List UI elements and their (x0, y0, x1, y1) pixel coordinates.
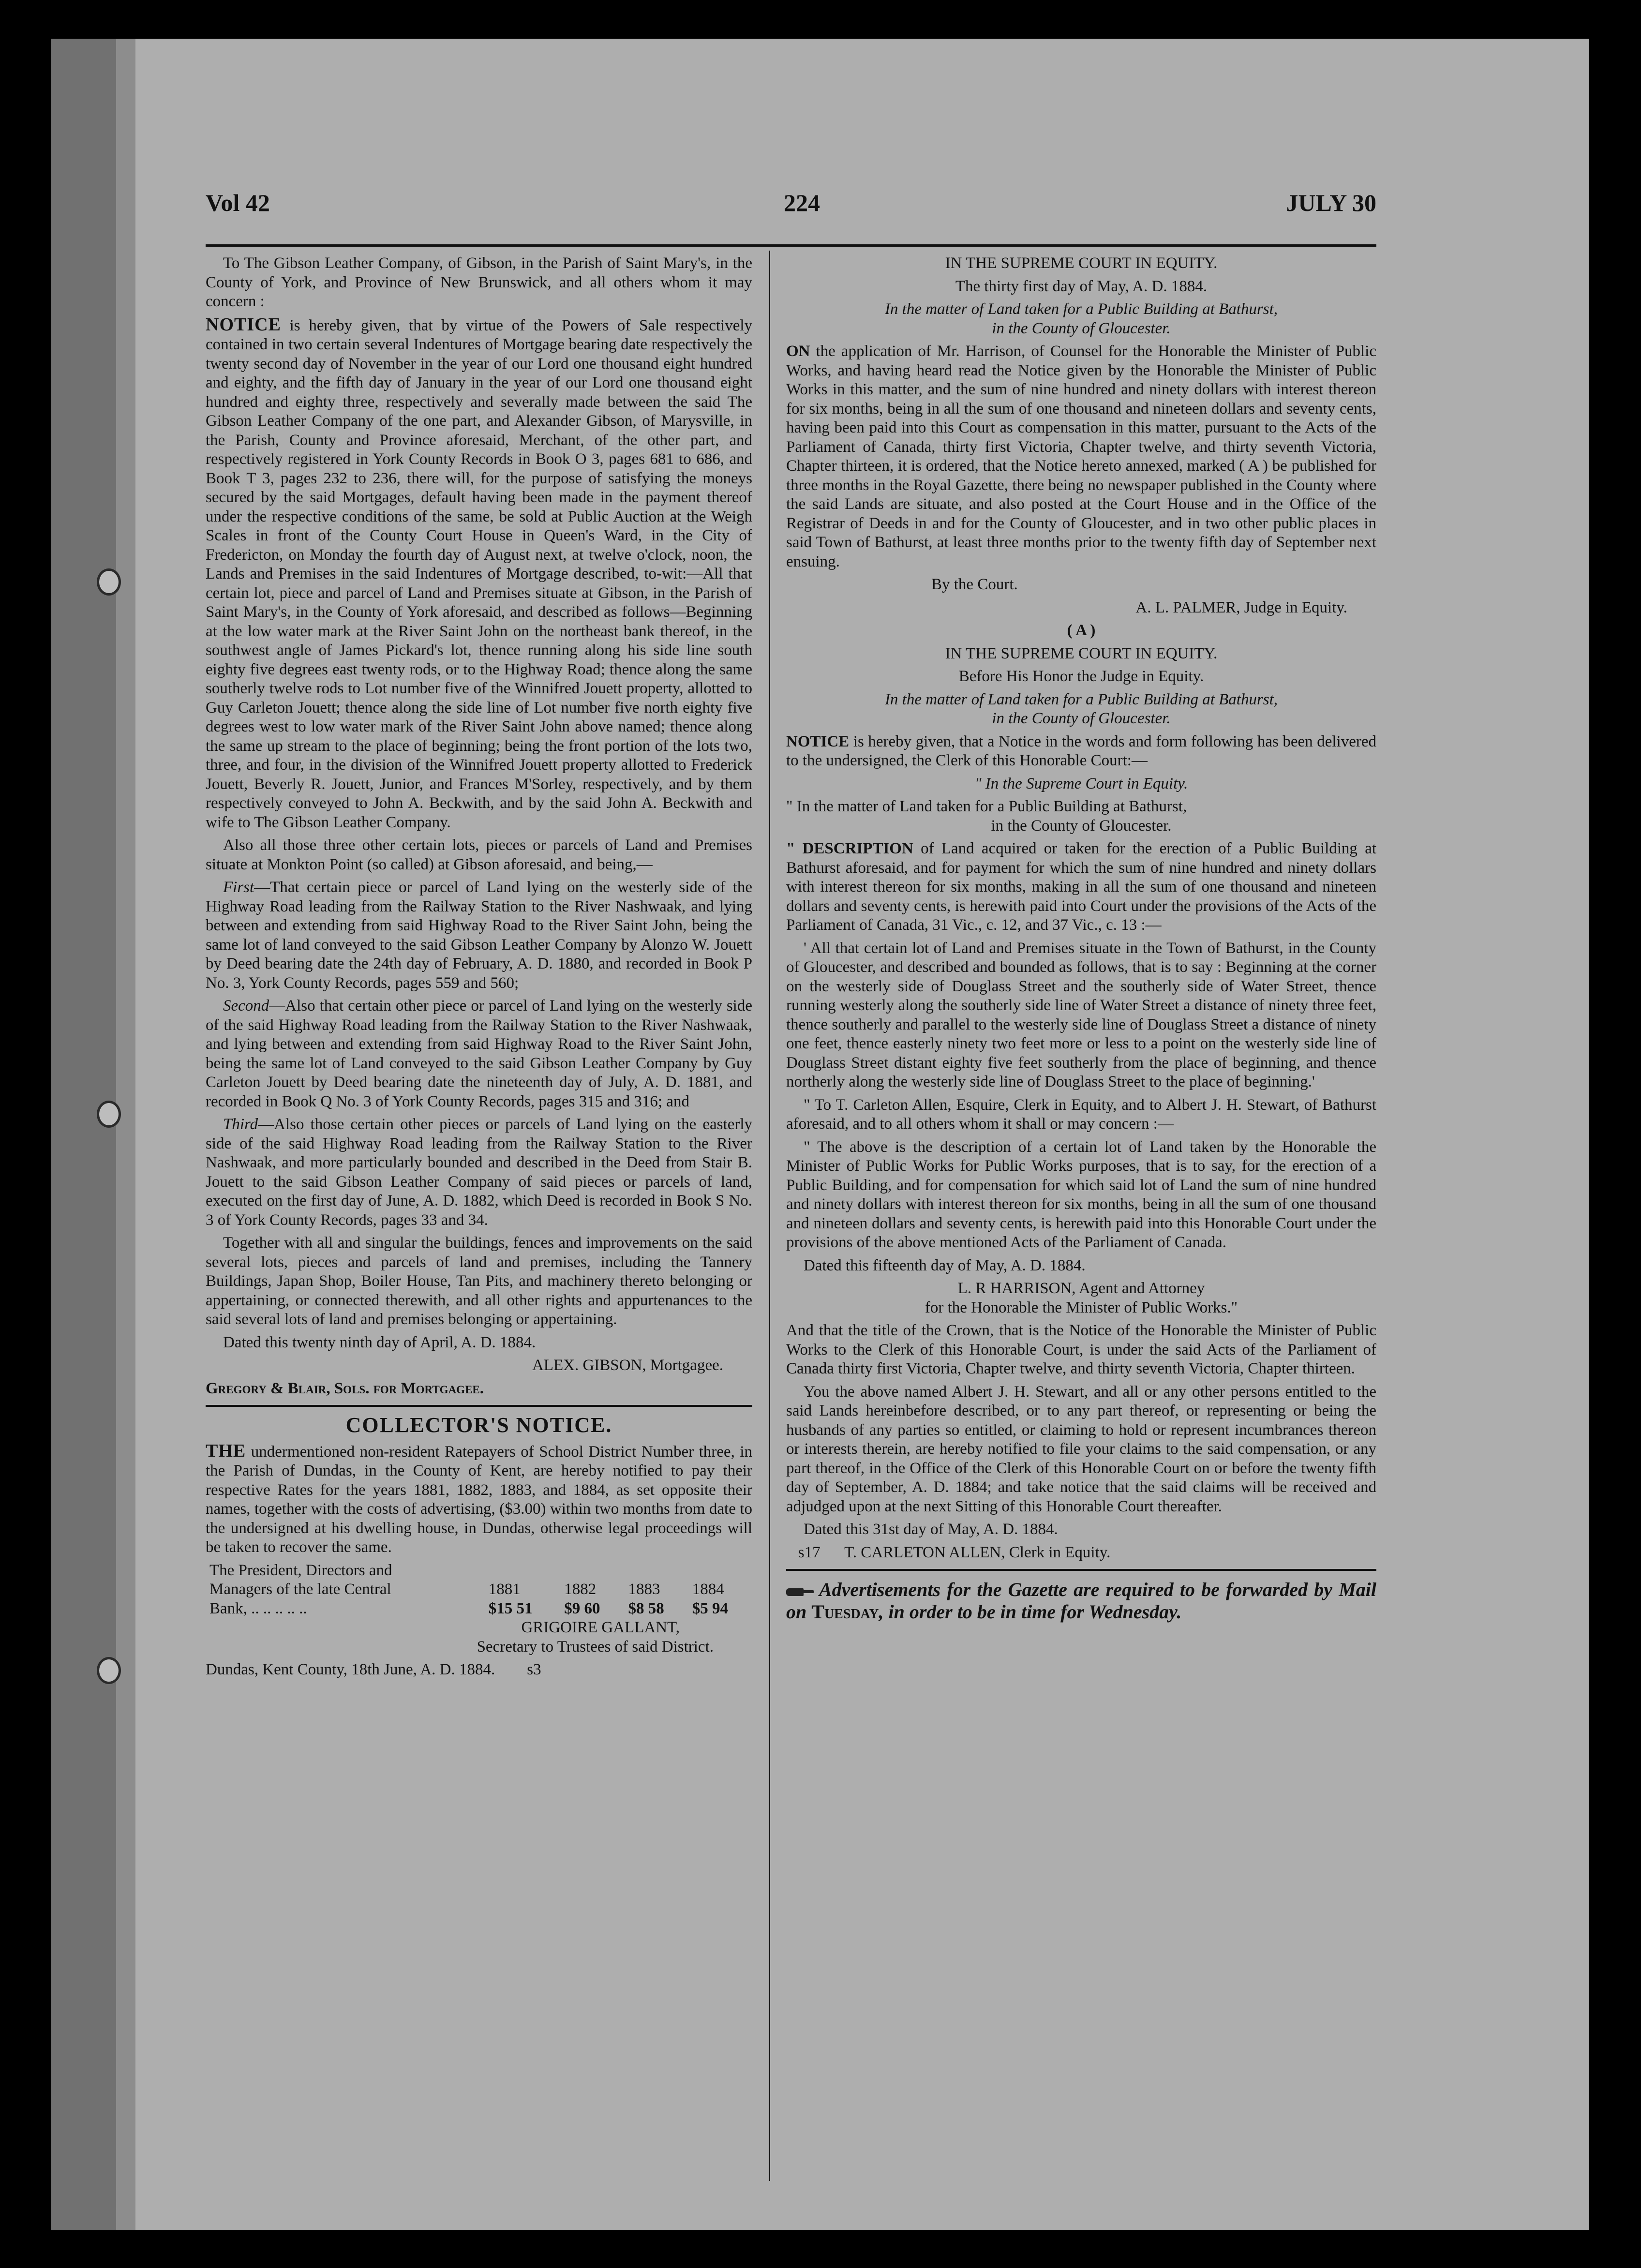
court2-lot: ' All that certain lot of Land and Premises situate in the Town of Bathurst, in the County of Gloucester, and described and bounded as follows, that is to say : Beginning at the corner on the westerly side of Douglass Street and the southerly side of Water Street, thence running westerly along the southerly side line of Water Street a distance of ninety three feet, thence southerly and parallel to the westerly side line of Douglass Street a distance of ninety one feet, thence easterly ninety two feet more or less to a point on the westerly side line of Douglass Street distant eighty five feet southerly from the place of beginning, and thence northerly along the westerly side line of Douglass Street to the place of beginning.' (786, 939, 1376, 1090)
court1-matter-2: in the County of Gloucester. (992, 319, 1171, 337)
court2-lead: NOTICE (786, 732, 850, 750)
collector-footer (206, 1660, 752, 1680)
section-rule (206, 1405, 752, 1407)
court2-title-crown: And that the title of the Crown, that is the Notice of the Honorable the Minister of Public Works to the Clerk of this Honorable Court, is under the said Acts of the Parliament of Canada thirty first Victoria, Chapter twelve, and thirty seventh Victoria, Chapter thirteen. (786, 1322, 1376, 1377)
rates-table (206, 1561, 752, 1619)
court2-footer (786, 1543, 1376, 1563)
gibson-signer: ALEX. GIBSON, Mortgagee. (532, 1357, 723, 1374)
court2-marker: ( A ) (1067, 622, 1096, 639)
year-cell: 1883 (628, 1581, 660, 1598)
notice-lead: NOTICE (206, 314, 281, 335)
year-cell: 1884 (692, 1581, 724, 1598)
text-area (206, 189, 1376, 2182)
court2-dated: Dated this fifteenth day of May, A. D. 1884. (804, 1256, 1086, 1274)
court2-notice (786, 732, 1376, 771)
collector-signer: GRIGOIRE GALLANT, (521, 1619, 680, 1636)
amount-cell: $8 58 (628, 1599, 664, 1617)
second-text: —Also that certain other piece or parcel of Land lying on the westerly side of the said Highway Road leading from the Railway Station to the River Nashwaak, and lying between and extending from said Highway Road to the River Saint John, being the same lot of Land conveyed to the said Gibson Leather Company by Guy Carleton Jouett by Deed bearing date the nineteenth day of July, A. D. 1881, and recorded in Book Q No. 3 of York County Records, pages 315 and 316; and (206, 997, 752, 1110)
collector-title: COLLECTOR'S NOTICE. (345, 1413, 612, 1437)
advert-notice (786, 1579, 1376, 1623)
gibson-body: is hereby given, that by virtue of the Powers of Sale respectively contained in two certain several Indentures of Mortgage bearing date respectively the twenty second day of November in the year of our Lord one thousand eight hundred and eighty, and the fifth day of January in the year of our Lord one thousand eight hundred and eighty three, respectively and severally made between the said The Gibson Leather Company of the one part, and Alexander Gibson, of Marysville, in the Parish, County and Province aforesaid, Merchant, of the other part, and respectively registered in York County Records in Book O 3, pages 681 to 686, and Book T 3, pages 232 to 236, there will, for the purpose of satisfying the moneys secured by the said Mortgages, default having been made in the payment thereof under the respective conditions of the same, be sold at Public Auction at the Weigh Scales in front of the County Court House in Queen's Ward, in the City of Fredericton, on Monday the fourth day of August next, at twelve o'clock, noon, the Lands and Premises in the said Indentures of Mortgage described, to-wit:—All that certain lot, piece and parcel of Land and Premises situate at Gibson, in the Parish of Saint Mary's, in the County of York aforesaid, and described as follows—Beginning at the low water mark at the River Saint John on the northeast bank thereof, in the southwest angle of James Pickard's lot, thence running along his side line south eighty five degrees east twenty rods, or to the Highway Road; thence along the same southerly twelve rods to Lot number five of the Winnifred Jouett property, allotted to Guy Carleton Jouett; thence along the side line of Lot number five north eighty five degrees west to low water mark of the River Saint John above named; thence along the same up stream to the place of beginning; being the front portion of the lots two, three, and four, in the division of the Winnifred Jouett property allotted to Frederick Jouett, Beverly R. Jouett, Junior, and Frances M'Sorley, respectively, and by them respectively conveyed to John A. Beckwith, and by the said John A. Beckwith and wife to The Gibson Leather Company. (206, 316, 752, 831)
advert-day: Tuesday (811, 1601, 879, 1623)
column-divider (769, 251, 770, 2181)
court2-quote-matter-2: in the County of Gloucester. (991, 817, 1172, 835)
collector-place-date: Dundas, Kent County, 18th June, A. D. 1884. (206, 1661, 495, 1678)
amount-cell: $15 51 (488, 1599, 533, 1617)
court2-you: You the above named Albert J. H. Stewart, and all or any other persons entitled to the said Lands hereinbefore described, or to any part thereof, or representing or being the husbands of any parties so entitled, or claiming to hold or represent incumbrances thereon or interests therein, are hereby notified to file your claims to the said compensation, or any part thereof, in the Office of the Clerk of this Honorable Court on or before the twenty fifth day of September, A. D. 1884; and take notice that the said claims will be received and adjudged upon at the next Sitting of this Honorable Court thereafter. (786, 1383, 1376, 1515)
advert-text: Advertisements for the Gazette are required to be forwarded by Mail on (786, 1579, 1376, 1623)
page-number: 224 (784, 189, 820, 216)
court2-code: s17 (798, 1543, 820, 1561)
binding-stitch (97, 1657, 121, 1684)
gibson-notice-para (206, 315, 752, 833)
year-cell: 1881 (488, 1581, 521, 1598)
third-text: —Also those certain other pieces or parcels of Land lying on the easterly side of the said Highway Road leading from the Railway Station to the River Nashwaak, and more particularly bounded and described in the Deed from Stair B. Jouett to the said Gibson Leather Company of said pieces or parcels of land, executed on the first day of June, A. D. 1882, which Deed is recorded in Book S No. 3 of York County Records, pages 33 and 34. (206, 1116, 752, 1229)
court2-matter: In the matter of Land taken for a Public Building at Bathurst, (884, 690, 1278, 708)
left-column (206, 254, 752, 2182)
gazette-page (51, 39, 1589, 2230)
year-cell: 1882 (564, 1581, 597, 1598)
gibson-first (206, 878, 752, 993)
rates-label: Managers of the late Central (209, 1581, 391, 1598)
court2-agent-2: for the Honorable the Minister of Public Works." (925, 1298, 1238, 1316)
gibson-solicitors: Gregory & Blair, Sols. for Mortgagee. (206, 1379, 484, 1397)
description-lead: " DESCRIPTION (786, 840, 913, 857)
court2-description (786, 839, 1376, 935)
court2-matter-2: in the County of Gloucester. (992, 710, 1171, 727)
amount-cell: $9 60 (564, 1599, 600, 1617)
page-header (206, 189, 1376, 223)
right-column (786, 254, 1376, 2182)
gibson-dated: Dated this twenty ninth day of April, A. D. 1884. (223, 1333, 536, 1351)
advert-text-2: , in order to be in time for Wednesday. (879, 1601, 1182, 1623)
binding-stitch (97, 568, 121, 596)
issue-date: JULY 30 (1286, 189, 1376, 216)
court2-title: IN THE SUPREME COURT IN EQUITY. (945, 644, 1218, 662)
first-text: —That certain piece or parcel of Land lying on the westerly side of the Highway Road leading from the Railway Station to the River Nashwaak, and lying between and extending from said Highway Road to the River Saint John, being the same lot of land conveyed to the said Gibson Leather Company by Alonzo W. Jouett by Deed bearing date the 24th day of February, A. D. 1880, and recorded in Book P No. 3, York County Records, pages 559 and 560; (206, 879, 752, 992)
gibson-second (206, 997, 752, 1111)
collector-body-para (206, 1442, 752, 1557)
header-rule (206, 244, 1376, 247)
rates-row-amounts (206, 1599, 752, 1619)
court1-by: By the Court. (931, 576, 1018, 593)
court2-above: " The above is the description of a certain lot of Land taken by the Honorable the Minister of Public Works for Public Works purposes, that is to say, for the erection of a Public Building, and for compensation for which said lot of Land the sum of nine hundred and ninety dollars with interest thereon for six months, being in all the sum of one thousand and nineteen dollars and seventy cents, is herewith paid into this Honorable Court under the provisions of the above mentioned Acts of the Parliament of Canada. (786, 1138, 1376, 1251)
court1-title: IN THE SUPREME COURT IN EQUITY. (945, 254, 1218, 272)
court1-date: The thirty first day of May, A. D. 1884. (955, 277, 1208, 295)
rates-row-years (206, 1580, 752, 1599)
court1-lead: ON (786, 343, 810, 360)
court1-order (786, 342, 1376, 571)
second-label: Second (223, 997, 269, 1015)
court2-before: Before His Honor the Judge in Equity. (958, 668, 1204, 685)
binding-stitch (97, 1101, 121, 1128)
page-gutter (116, 39, 135, 2230)
court2-body: is hereby given, that a Notice in the words and form following has been delivered to the undersigned, the Clerk of this Honorable Court:— (786, 732, 1376, 769)
court2-to: " To T. Carleton Allen, Esquire, Clerk in Equity, and to Albert J. H. Stewart, of Bathurst aforesaid, and to all others whom it shall or may concern :— (786, 1096, 1376, 1133)
amount-cell: $5 94 (692, 1599, 728, 1617)
advert-rule (786, 1569, 1376, 1571)
page-binding (51, 39, 116, 2230)
collector-code: s3 (527, 1661, 541, 1678)
court1-body: the application of Mr. Harrison, of Counsel for the Honorable the Minister of Public Works, and having heard read the Notice given by the Honorable the Minister of Public Works in this matter, and the sum of nine hundred and ninety dollars with interest thereon for six months, being in all the sum of one thousand and nineteen dollars and seventy cents, having been paid into this Court as compensation in this matter, pursuant to the Acts of the Parliament of Canada, thirty first Victoria, Chapter twelve, and thirty seventh Victoria, Chapter thirteen, it is ordered, that the Notice hereto annexed, marked ( A ) be published for three months in the Royal Gazette, there being no newspaper published in the County where the said Lands are situate, and also posted at the Court House and in the Office of the Registrar of Deeds in and for the County of Gloucester, and in two other public places in said Town of Bathurst, at least three months prior to the twenty fifth day of September next ensuing. (786, 343, 1376, 570)
rates-row-1 (206, 1561, 752, 1581)
description-text: of Land acquired or taken for the erection of a Public Building at Bathurst aforesaid, and for payment for which the sum of nine hundred and ninety dollars with interest thereon for six months, making in all the sum of one thousand and nineteen dollars and seventy cents, is herewith paid into Court under the provisions of the Acts of the Parliament of Canada, 31 Vic., c. 12, and 37 Vic., c. 13 :— (786, 840, 1376, 934)
court2-quote-matter: " In the matter of Land taken for a Public Building at Bathurst, (786, 798, 1187, 815)
third-label: Third (223, 1116, 258, 1133)
rates-label: Bank, .. .. .. .. .. (209, 1599, 307, 1617)
gibson-third (206, 1115, 752, 1230)
court1-matter: In the matter of Land taken for a Public Building at Bathurst, (884, 300, 1278, 318)
gibson-address: To The Gibson Leather Company, of Gibson, in the Parish of Saint Mary's, in the County of York, and Province of New Brunswick, and all others whom it may concern : (206, 254, 752, 310)
court2-dated-2: Dated this 31st day of May, A. D. 1884. (804, 1521, 1058, 1538)
collector-lead: THE (206, 1440, 246, 1461)
court2-agent: L. R HARRISON, Agent and Attorney (957, 1280, 1205, 1297)
gibson-para-2: Also all those three other certain lots, pieces or parcels of Land and Premises situate at Monkton Point (so called) at Gibson aforesaid, and being,— (206, 836, 752, 873)
court2-clerk: T. CARLETON ALLEN, Clerk in Equity. (844, 1543, 1111, 1561)
collector-body: undermentioned non-resident Ratepayers of School District Number three, in the Parish of Dundas, in the County of Kent, are hereby notified to pay their respective Rates for the years 1881, 1882, 1883, and 1884, as set opposite their names, together with the costs of advertising, ($3.00) within two months from date to the undersigned at his dwelling house, in Dundas, otherwise legal proceedings will be taken to recover the same. (206, 1443, 752, 1556)
pointing-hand-icon (786, 1584, 814, 1599)
gibson-para-3: Together with all and singular the buildings, fences and improvements on the said several lots, pieces and parcels of land and premises, including the Tannery Buildings, Japan Shop, Boiler House, Tan Pits, and machinery thereto belonging or appertaining, or connected therewith, and all other rights and appurtenances to the said several lots of land and premises belonging or appertaining. (206, 1234, 752, 1328)
rates-label: The President, Directors and (209, 1561, 392, 1579)
first-label: First (223, 879, 254, 896)
volume-label: Vol 42 (206, 189, 270, 216)
collector-signer-title: Secretary to Trustees of said District. (477, 1638, 714, 1656)
court1-judge: A. L. PALMER, Judge in Equity. (1135, 598, 1347, 616)
court2-quote-court: " In the Supreme Court in Equity. (974, 775, 1188, 792)
